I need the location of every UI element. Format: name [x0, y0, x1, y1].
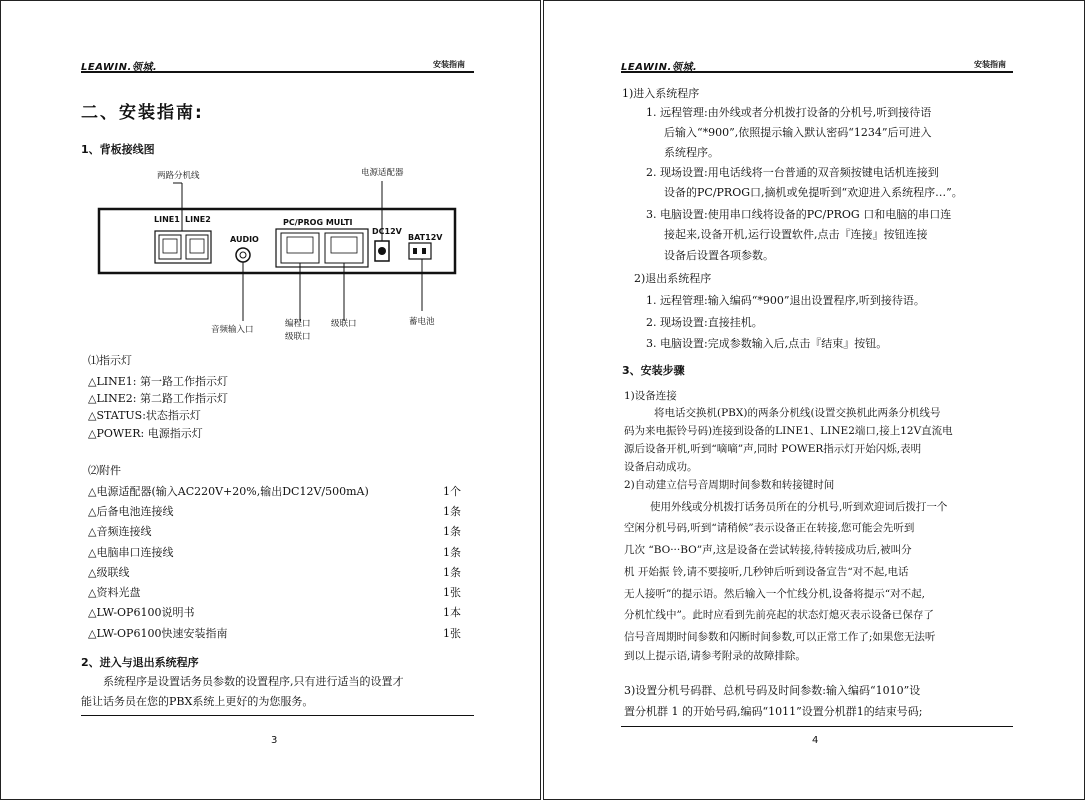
text-line: 源后设备开机,听到“嘀嘀”声,同时 POWER指示灯开始闪烁,表明 [624, 443, 922, 455]
indicator-item: △STATUS:状态指示灯 [88, 409, 201, 422]
text-line: 信号音周期时间参数和闪断时间参数,可以正常工作了;如果您无法听 [624, 631, 936, 643]
accessory-qty: 1条 [443, 525, 461, 538]
accessory-qty: 1条 [443, 546, 461, 559]
paragraph-line: 能让话务员在您的PBX系统上更好的为您服务。 [81, 695, 314, 708]
accessory-name: △资料光盘 [88, 586, 141, 599]
indicators-title: ⑴指示灯 [88, 354, 132, 367]
accessory-qty: 1张 [443, 586, 461, 599]
paragraph-line: 系统程序是设置话务员参数的设置程序,只有进行适当的设置才 [103, 675, 404, 688]
accessory-qty: 1个 [443, 485, 461, 498]
accessory-name: △LW-OP6100说明书 [88, 606, 195, 619]
accessory-qty: 1条 [443, 505, 461, 518]
label-pcprog: PC/PROG MULTI [283, 218, 353, 227]
text-line: 3)设置分机号码群、总机号码及时间参数:输入编码“1010”设 [624, 684, 921, 697]
accessories-title: ⑵附件 [88, 464, 121, 477]
callout-power-adapter: 电源适配器 [361, 168, 404, 178]
label-audio: AUDIO [230, 235, 259, 244]
accessory-qty: 1张 [443, 627, 461, 640]
text-line: 到以上提示语,请参考附录的故障排除。 [624, 650, 806, 662]
text-line: 设备后设置各项参数。 [664, 249, 774, 262]
label-dc12v: DC12V [372, 227, 402, 236]
text-line: 2. 现场设置:用电话线将一台普通的双音频按键电话机连接到 [646, 166, 939, 179]
text-line: 3. 电脑设置:使用串口线将设备的PC/PROG 口和电脑的串口连 [646, 208, 952, 221]
accessory-name: △音频连接线 [88, 525, 152, 538]
text-line: 接起来,设备开机,运行设置软件,点击『连接』按钮连接 [664, 228, 928, 241]
label-bat12v: BAT12V [408, 233, 443, 242]
back-panel-diagram [1, 151, 542, 351]
callout-prog-port: 编程口 [285, 319, 311, 329]
text-line: 1. 远程管理:输入编码“*900”退出设置程序,听到接待语。 [646, 294, 925, 307]
text-line: 后输入“*900”,依照提示输入默认密码“1234”后可进入 [664, 126, 932, 139]
text-line: 1)设备连接 [624, 390, 677, 402]
text-line: 2)自动建立信号音周期时间参数和转接键时间 [624, 479, 835, 491]
accessory-name: △电脑串口连接线 [88, 546, 174, 559]
callout-prog-cascade: 级联口 [285, 332, 311, 342]
accessory-name: △LW-OP6100快速安装指南 [88, 627, 228, 640]
text-line: 2. 现场设置:直接挂机。 [646, 316, 763, 329]
footer-rule [81, 715, 474, 716]
text-line: 1. 远程管理:由外线或者分机拨打设备的分机号,听到接待语 [646, 106, 932, 119]
header-rule [81, 71, 474, 73]
accessory-name: △电源适配器(输入AC220V+20%,输出DC12V/500mA) [88, 485, 369, 498]
text-line: 系统程序。 [664, 146, 719, 159]
text-line: 置分机群 1 的开始号码,编码“1011”设置分机群1的结束号码; [624, 705, 923, 718]
text-line: 将电话交换机(PBX)的两条分机线(设置交换机此两条分机线号 [654, 407, 941, 419]
text-line: 2)退出系统程序 [634, 272, 712, 285]
text-line: 分机忙线中”。此时应看到先前亮起的状态灯熄灭表示设备已保存了 [624, 609, 934, 621]
section-title: 二、安装指南: [81, 103, 204, 123]
footer-rule [621, 726, 1013, 727]
callout-cascade-port: 级联口 [331, 319, 357, 329]
text-line: 无人接听”的提示语。然后输入一个忙线分机,设备将提示“对不起, [624, 588, 925, 600]
accessory-qty: 1本 [443, 606, 461, 619]
subsection-title: 3、安装步骤 [622, 364, 685, 377]
accessory-qty: 1条 [443, 566, 461, 579]
page-number: 4 [812, 735, 819, 746]
brand-logo: LEAWIN.领城. [621, 62, 698, 73]
indicator-item: △LINE2: 第二路工作指示灯 [88, 392, 228, 405]
label-line1: LINE1 [154, 215, 180, 224]
callout-battery: 蓄电池 [409, 317, 435, 327]
label-line2: LINE2 [185, 215, 211, 224]
accessory-name: △级联线 [88, 566, 130, 579]
text-line: 几次 “BO···BO”声,这是设备在尝试转接,待转接成功后,被叫分 [624, 544, 912, 556]
callout-line-pair: 两路分机线 [157, 171, 200, 181]
text-line: 使用外线或分机拨打话务员所在的分机号,听到欢迎词后拨打一个 [650, 501, 948, 513]
right-page [543, 0, 1085, 800]
text-line: 码为来电振铃号码)连接到设备的LINE1、LINE2端口,接上12V直流电 [624, 425, 953, 437]
text-line: 设备的PC/PROG口,摘机或免提听到“欢迎进入系统程序…”。 [664, 186, 963, 199]
indicator-item: △LINE1: 第一路工作指示灯 [88, 375, 228, 388]
subsection-title: 2、进入与退出系统程序 [81, 656, 199, 669]
brand-logo: LEAWIN.领城. [81, 62, 158, 73]
text-line: 机 开始振 铃,请不要接听,几秒钟后听到设备宣告“对不起,电话 [624, 566, 909, 578]
subsection-title: 1、背板接线图 [81, 143, 155, 156]
page-number: 3 [271, 735, 278, 746]
left-page [0, 0, 541, 800]
callout-audio-in: 音频输入口 [211, 325, 254, 335]
indicator-item: △POWER: 电源指示灯 [88, 427, 203, 440]
text-line: 设备启动成功。 [624, 461, 698, 473]
text-line: 空闲分机号码,听到“请稍候”表示设备正在转接,您可能会先听到 [624, 522, 915, 534]
header-title: 安装指南 [974, 60, 1006, 69]
header-title: 安装指南 [433, 60, 465, 69]
text-line: 3. 电脑设置:完成参数输入后,点击『结束』按钮。 [646, 337, 888, 350]
accessory-name: △后备电池连接线 [88, 505, 174, 518]
text-line: 1)进入系统程序 [622, 87, 700, 100]
header-rule [621, 71, 1013, 73]
